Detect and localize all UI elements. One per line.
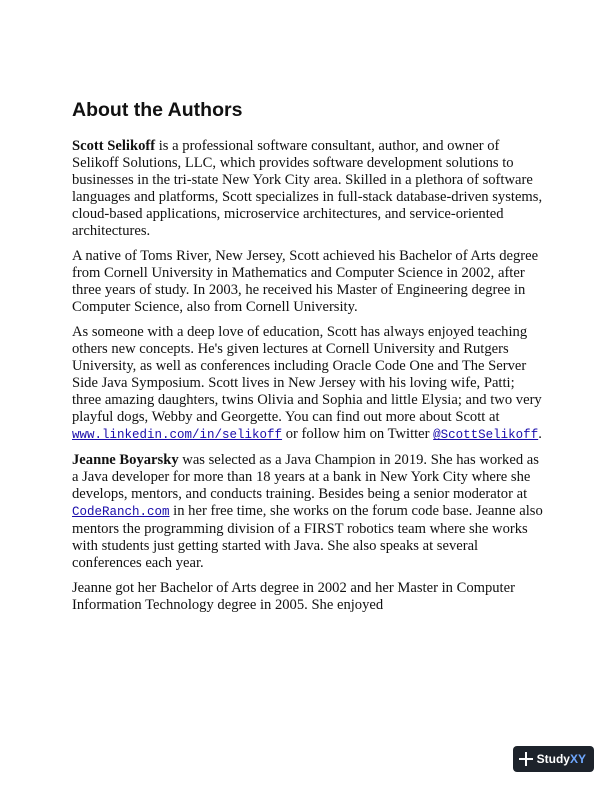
paragraph-scott-education: A native of Toms River, New Jersey, Scott achieved his Bachelor of Arts degree from Cornell University in Mathematics and Computer Science in 2002, after three years of study. In 2003, he received his Master of Engineering degree in Computer Science, also from Cornell University. bbox=[72, 248, 539, 316]
coderanch-link[interactable]: CodeRanch.com bbox=[72, 505, 170, 520]
badge-label: StudyXY bbox=[536, 752, 586, 766]
author-name-jeanne: Jeanne Boyarsky bbox=[72, 452, 179, 469]
paragraph-text: in her free time, she works on the forum code base. Jeanne also mentors the programming division of a FIRST robotics team where she works with students just getting started with Java. She also speaks at several conferences each year. bbox=[72, 503, 543, 572]
paragraph-text: As someone with a deep love of education, Scott has always enjoyed teaching others new concepts. He's given lectures at Cornell University and Rutgers University, as well as conferences including Oracle Code One and The Server Side Java Symposium. Scott lives in New Jersey with his loving wife, Patti; three amazing daughters, twins Olivia and Sophia and little Elysia; and two very playful dogs, Webby and Georgette. You can find out more about Scott at bbox=[72, 324, 542, 426]
page-content bbox=[72, 99, 544, 622]
paragraph-scott-intro bbox=[72, 138, 544, 240]
studyxy-badge[interactable] bbox=[513, 746, 594, 772]
author-name-scott: Scott Selikoff bbox=[72, 138, 156, 155]
plus-icon bbox=[519, 752, 533, 766]
paragraph-text: is a professional software consultant, author, and owner of Selikoff Solutions, LLC, which provides software development solutions to businesses in the tri-state New York City area. Skilled in a plethora of software languages and platforms, Scott specializes in full-stack database-driven systems, cloud-based applications, microservice architectures, and service-oriented architectures. bbox=[72, 138, 543, 240]
twitter-link[interactable]: @ScottSelikoff bbox=[433, 428, 539, 443]
paragraph-scott-teaching bbox=[72, 324, 544, 444]
linkedin-link[interactable]: www.linkedin.com/in/selikoff bbox=[72, 428, 283, 443]
paragraph-text: . bbox=[538, 426, 542, 443]
paragraph-jeanne-education: Jeanne got her Bachelor of Arts degree in 2002 and her Master in Computer Information Technology degree in 2005. She enjoyed bbox=[72, 580, 515, 614]
paragraph-text: was selected as a Java Champion in 2019. She has worked as a Java developer for more than 18 years at a bank in New York City where she develops, mentors, and conducts training. Besides being a senior moderator at bbox=[72, 452, 539, 503]
page-title: About the Authors bbox=[72, 99, 243, 121]
paragraph-jeanne-intro bbox=[72, 452, 544, 572]
paragraph-text: or follow him on Twitter bbox=[282, 426, 434, 443]
